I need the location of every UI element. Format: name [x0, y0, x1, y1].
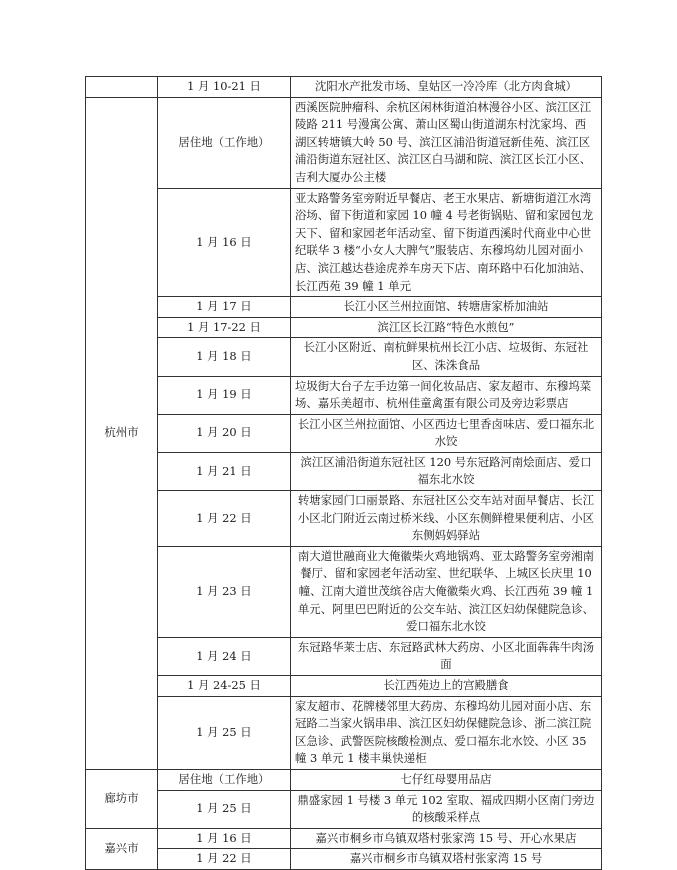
- date-cell: 居住地（工作地）: [158, 97, 291, 188]
- place-cell: 七仔红母婴用品店: [291, 769, 602, 790]
- date-cell: 1 月 21 日: [158, 452, 291, 490]
- date-cell: 1 月 25 日: [158, 696, 291, 769]
- table-row: [86, 188, 602, 297]
- date-cell: 1 月 19 日: [158, 376, 291, 414]
- itinerary-table: [85, 76, 602, 870]
- date-cell: 1 月 17 日: [158, 297, 291, 318]
- date-cell: 1 月 17-22 日: [158, 317, 291, 338]
- date-cell: 居住地（工作地）: [158, 769, 291, 790]
- table-row: [86, 676, 602, 697]
- place-cell: 长江小区兰州拉面馆、小区西边七里香卤味店、爱口福东北水饺: [291, 414, 602, 452]
- place-cell: 滨江区浦沿街道东冠社区 120 号东冠路河南烩面店、爱口福东北水饺: [291, 452, 602, 490]
- date-cell: 1 月 25 日: [158, 790, 291, 828]
- place-cell: 长江小区附近、南杭鲜果杭州长江小店、垃圾街、东冠社区、洙洙食品: [291, 338, 602, 376]
- table-row: [86, 696, 602, 769]
- city-cell: 嘉兴市: [86, 828, 158, 869]
- place-cell: 长江小区兰州拉面馆、转塘唐家桥加油站: [291, 297, 602, 318]
- date-cell: 1 月 24-25 日: [158, 676, 291, 697]
- date-cell: 1 月 22 日: [158, 491, 291, 547]
- place-cell: 沈阳水产批发市场、皇姑区一冷冷库（北方肉食城）: [291, 77, 602, 98]
- table-row: [86, 77, 602, 98]
- place-cell: 转塘家园门口丽景路、东冠社区公交车站对面早餐店、长江小区北门附近云南过桥米线、小区东侧鲜橙果便利店、小区东侧妈妈驿站: [291, 491, 602, 547]
- place-cell: 长江西苑边上的宫殿膳食: [291, 676, 602, 697]
- place-cell: 西溪医院肿瘤科、余杭区闲林街道泊林漫谷小区、滨江区江陵路 211 号漫寓公寓、萧山区蜀山街道湖东村沈家坞、西湖区转塘镇大岭 50 号、滨江区浦沿街道冠新佳苑、滨江区浦沿街道东冠社区、滨江区白马湖和院、滨江区长江小区、吉利大厦办公主楼: [291, 97, 602, 188]
- place-cell: 鼎盛家园 1 号楼 3 单元 102 室取、福成四期小区南门旁边的核酸采样点: [291, 790, 602, 828]
- table-row: [86, 769, 602, 790]
- city-cell: [86, 77, 158, 98]
- table-row: [86, 297, 602, 318]
- date-cell: 1 月 16 日: [158, 828, 291, 849]
- table-row: [86, 97, 602, 188]
- date-cell: 1 月 24 日: [158, 637, 291, 675]
- table-row: [86, 546, 602, 637]
- place-cell: 垃圾街大台子左手边第一间化妆品店、家友超市、东穆坞菜场、嘉乐美超市、杭州佳童禽蛋有限公司及旁边彩票店: [291, 376, 602, 414]
- city-cell: 廊坊市: [86, 769, 158, 828]
- place-cell: 滨江区长江路“特色水煎包”: [291, 317, 602, 338]
- table-row: [86, 828, 602, 849]
- date-cell: 1 月 22 日: [158, 849, 291, 870]
- table-row: [86, 491, 602, 547]
- place-cell: 家友超市、花牌楼邻里大药房、东穆坞幼儿园对面小店、东冠路二当家火锅串串、滨江区妇幼保健院急诊、浙二滨江院区急诊、武警医院核酸检测点、爱口福东北水饺、小区 35 幢 3 单元 1 楼丰巢快递柜: [291, 696, 602, 769]
- city-cell: 杭州市: [86, 97, 158, 769]
- place-cell: 南大道世融商业大俺徽柴火鸡地锅鸡、亚太路警务室旁湘南餐厅、留和家园老年活动室、世纪联华、上城区长庆里 10 幢、江南大道世茂缤谷店大俺徽柴火鸡、长江西苑 39 幢 1 单元、阿里巴巴附近的公交车站、滨江区妇幼保健院急诊、爱口福东北水饺: [291, 546, 602, 637]
- table-row: [86, 338, 602, 376]
- place-cell: 嘉兴市桐乡市乌镇双塔村张家湾 15 号: [291, 849, 602, 870]
- date-cell: 1 月 23 日: [158, 546, 291, 637]
- document-page: [85, 76, 602, 870]
- place-cell: 亚太路警务室旁附近早餐店、老王水果店、新塘街道江水湾浴场、留下街道和家园 10 幢 4 号老街锅贴、留和家园包龙天下、留和家园老年活动室、留下街道西溪时代商业中心世纪联华 3 楼“小女人大脾气”服装店、东穆坞幼儿园对面小店、滨江越达巷途虎养车房天下店、南环路中石化加油站、长江西苑 39 幢 1 单元: [291, 188, 602, 297]
- table-row: [86, 849, 602, 870]
- date-cell: 1 月 18 日: [158, 338, 291, 376]
- table-row: [86, 790, 602, 828]
- place-cell: 东冠路华莱士店、东冠路武林大药房、小区北面犇犇牛肉汤面: [291, 637, 602, 675]
- table-row: [86, 376, 602, 414]
- table-row: [86, 414, 602, 452]
- table-row: [86, 317, 602, 338]
- date-cell: 1 月 20 日: [158, 414, 291, 452]
- date-cell: 1 月 16 日: [158, 188, 291, 297]
- table-row: [86, 637, 602, 675]
- date-cell: 1 月 10-21 日: [158, 77, 291, 98]
- table-row: [86, 452, 602, 490]
- place-cell: 嘉兴市桐乡市乌镇双塔村张家湾 15 号、开心水果店: [291, 828, 602, 849]
